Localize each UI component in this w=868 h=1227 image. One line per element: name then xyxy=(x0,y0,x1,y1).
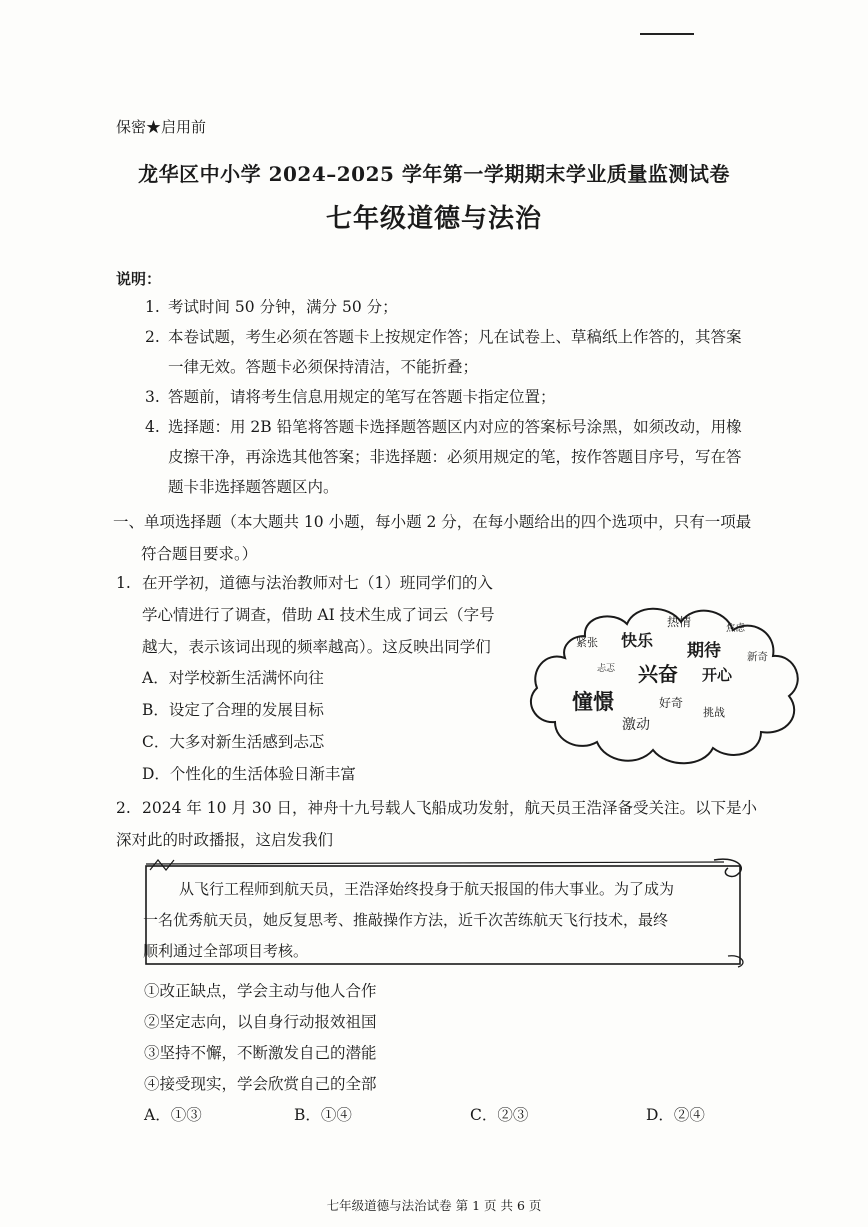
page-footer: 七年级道德与法治试卷 第 1 页 共 6 页 xyxy=(326,1198,542,1213)
top-rule xyxy=(640,33,694,35)
subject-title: 七年级道德与法治 xyxy=(325,204,542,234)
question-stem-line: 越大，表示该词出现的频率越高）。这反映出同学们 xyxy=(142,638,491,656)
section-heading xyxy=(113,506,813,570)
word-cloud-word: 期待 xyxy=(687,641,721,661)
instruction-line: 皮擦干净，再涂选其他答案；非选择题：必须用规定的笔，按作答题目序号，写在答 xyxy=(168,448,742,466)
word-cloud-word: 激动 xyxy=(622,717,650,733)
scroll-line: 一名优秀航天员，她反复思考、推敲操作方法，近千次苦练航天飞行技术，最终 xyxy=(143,911,669,929)
secret-mark: 保密★启用前 xyxy=(116,118,207,136)
word-cloud-word: 憧憬 xyxy=(572,690,614,714)
instruction-number: 2. xyxy=(145,328,160,346)
word-cloud-word: 焦虑 xyxy=(726,623,746,634)
instruction-line: 选择题：用 2B 铅笔将答题卡选择题答题区内对应的答案标号涂黑，如须改动，用橡 xyxy=(168,418,742,436)
q1-option-a[interactable]: A．对学校新生活满怀向往 xyxy=(142,669,324,687)
q1-option-d[interactable]: D．个性化的生活体验日渐丰富 xyxy=(142,765,356,783)
instruction-line: 考试时间 50 分钟，满分 50 分； xyxy=(168,298,398,316)
instructions-heading: 说明： xyxy=(116,270,162,288)
statement-1: ①改正缺点，学会主动与他人合作 xyxy=(144,982,377,1000)
question-stem-line: 深对此的时政播报，这启发我们 xyxy=(116,831,334,849)
statement-3: ③坚持不懈，不断激发自己的潜能 xyxy=(144,1044,377,1062)
word-cloud-word: 新奇 xyxy=(747,651,768,663)
section-heading-line: 符合题目要求。） xyxy=(141,545,258,563)
news-scroll-text xyxy=(143,874,745,967)
instruction-line: 一律无效。答题卡必须保持清洁，不能折叠； xyxy=(168,358,479,376)
q1-option-b[interactable]: B．设定了合理的发展目标 xyxy=(142,701,324,719)
q2-option-c[interactable]: C．②③ xyxy=(470,1106,529,1124)
word-cloud-word: 快乐 xyxy=(621,631,654,650)
instruction-line: 本卷试题，考生必须在答题卡上按规定作答；凡在试卷上、草稿纸上作答的，其答案 xyxy=(168,328,742,346)
instruction-number: 1. xyxy=(145,298,160,316)
question-number: 1. xyxy=(116,574,131,592)
question-number: 2. xyxy=(116,799,131,817)
question-stem-line: 学心情进行了调查，借助 AI 技术生成了词云（字号 xyxy=(142,606,495,624)
word-cloud-word: 紧张 xyxy=(576,636,598,649)
instruction-number: 4. xyxy=(145,418,160,436)
question-stem-line: 2024 年 10 月 30 日，神舟十九号载人飞船成功发射，航天员王浩泽备受关注。以下是小 xyxy=(142,799,758,817)
q2-option-d[interactable]: D．②④ xyxy=(646,1106,705,1124)
word-cloud-word: 兴奋 xyxy=(638,662,678,686)
q2-option-a[interactable]: A．①③ xyxy=(144,1106,202,1124)
q1-option-c[interactable]: C．大多对新生活感到忐忑 xyxy=(142,733,325,751)
scroll-line: 顺利通过全部项目考核。 xyxy=(143,942,309,960)
word-cloud-word: 忐忑 xyxy=(597,664,616,674)
scroll-line: 从飞行工程师到航天员，王浩泽始终投身于航天报国的伟大事业。为了成为 xyxy=(179,880,675,898)
word-cloud-word: 好奇 xyxy=(659,696,684,710)
exam-title: 龙华区中小学 2024–2025 学年第一学期期末学业质量监测试卷 xyxy=(138,162,730,186)
instruction-line: 答题前，请将考生信息用规定的笔写在答题卡指定位置； xyxy=(168,388,556,406)
word-cloud-word: 开心 xyxy=(702,666,733,684)
instruction-line: 题卡非选择题答题区内。 xyxy=(168,478,339,496)
word-cloud-word: 挑战 xyxy=(703,706,725,719)
question-stem-line: 在开学初，道德与法治教师对七（1）班同学们的入 xyxy=(142,574,493,592)
instruction-number: 3. xyxy=(145,388,160,406)
q2-option-b[interactable]: B．①④ xyxy=(294,1106,352,1124)
word-cloud xyxy=(525,596,805,772)
statement-2: ②坚定志向，以自身行动报效祖国 xyxy=(144,1013,377,1031)
word-cloud-word: 热情 xyxy=(667,615,692,629)
statement-4: ④接受现实，学会欣赏自己的全部 xyxy=(144,1075,377,1093)
section-heading-line: 一、单项选择题（本大题共 10 小题，每小题 2 分，在每小题给出的四个选项中，只有一项最 xyxy=(113,513,752,531)
